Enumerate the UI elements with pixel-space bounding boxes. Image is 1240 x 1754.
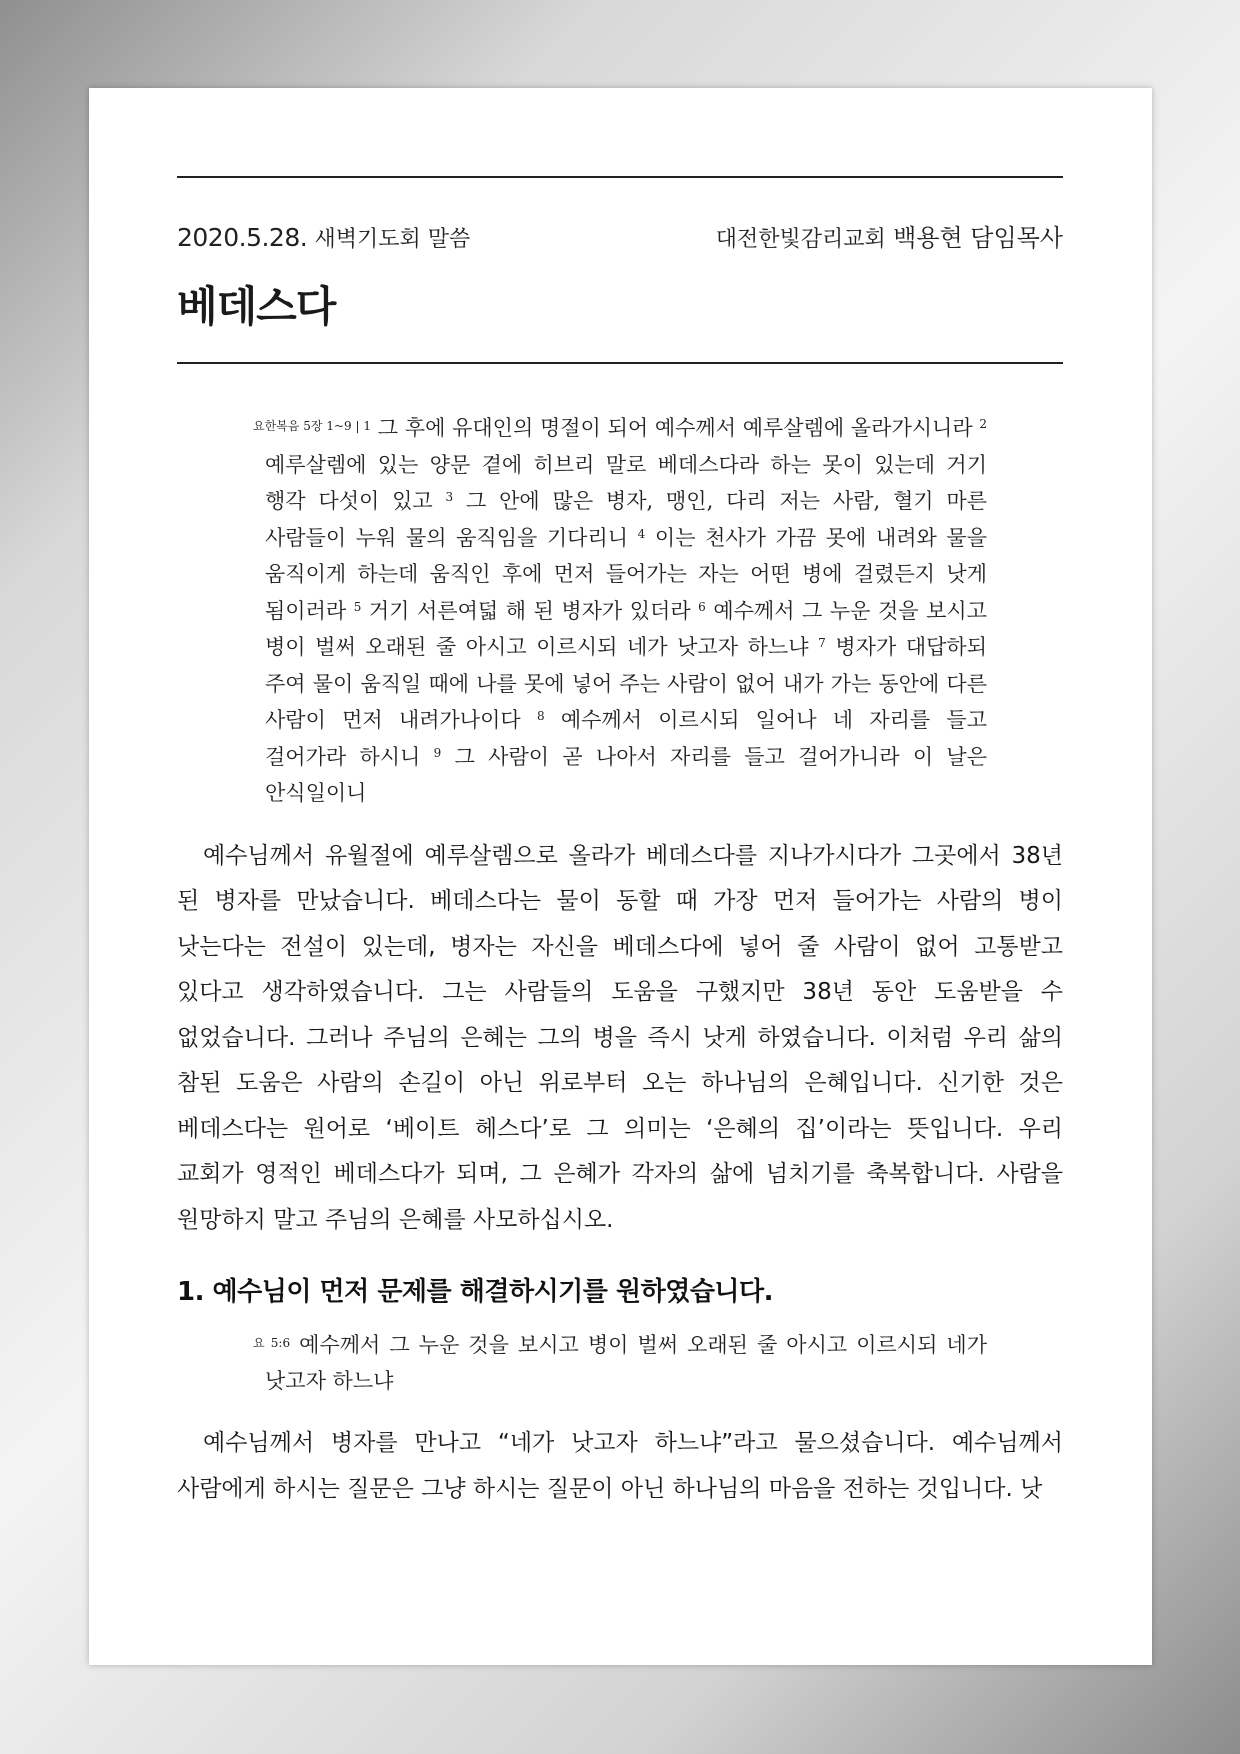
body-paragraph-1: 예수님께서 유월절에 예루살렘으로 올라가 베데스다를 지나가시다가 그곳에서 38년 된 병자를 만났습니다. 베데스다는 물이 동할 때 가장 먼저 들어가는 사람의 병이 낫는다는 전설이 있는데, 병자는 자신을 베데스다에 넣어 줄 사람이 없어 고통받고 있다고 생각하였습니다. 그는 사람들의 도움을 구했지만 38년 동안 도움받을 수 없었습니다. 그러나 주님의 은혜는 그의 병을 즉시 낫게 하였습니다. 이처럼 우리 삶의 참된 도움은 사람의 손길이 아닌 위로부터 오는 하나님의 은혜입니다. 신기한 것은 베데스다는 원어로 ‘베이트 헤스다’로 그 의미는 ‘은혜의 집’이라는 뜻입니다. 우리 교회가 영적인 베데스다가 되며, 그 은혜가 각자의 삶에 넘치기를 축복합니다. 사람을 원망하지 말고 주님의 은혜를 사모하십시오. bbox=[177, 842, 1063, 1233]
scripture-reference: 요한복음 5장 1~9 | 1 bbox=[253, 419, 372, 433]
verse-2: 예루살렘에 있는 양문 곁에 히브리 말로 베데스다라 하는 못이 있는데 거기 행각 다섯이 있고 bbox=[265, 452, 987, 513]
verse-number-5: 5 bbox=[353, 599, 362, 614]
pastor-name: 백용현 담임목사 bbox=[893, 224, 1063, 252]
verse-4: 이는 천사가 가끔 못에 내려와 물을 움직이게 하는데 움직인 후에 먼저 들어가는 자는 어떤 병에 걸렸든지 낫게 됨이러라 bbox=[265, 525, 987, 623]
title-rule bbox=[177, 362, 1063, 364]
top-rule bbox=[177, 176, 1063, 178]
verse-9: 그 사람이 곧 나아서 자리를 들고 걸어가니라 이 날은 안식일이니 bbox=[265, 744, 987, 805]
section-scripture bbox=[253, 1325, 987, 1399]
verse-8: 예수께서 이르시되 일어나 네 자리를 들고 걸어가라 하시니 bbox=[265, 708, 987, 769]
section-scripture-verse: 예수께서 그 누운 것을 보시고 병이 벌써 오래된 줄 아시고 이르시되 네가 낫고자 하느냐 bbox=[265, 1333, 987, 1393]
document-page bbox=[89, 88, 1152, 1665]
verse-number-4: 4 bbox=[637, 526, 646, 541]
sermon-date: 2020.5.28. bbox=[177, 223, 308, 252]
verse-number-7: 7 bbox=[818, 636, 826, 650]
sermon-header bbox=[177, 218, 1063, 252]
preacher-line bbox=[716, 218, 1063, 253]
sermon-date-line bbox=[177, 222, 470, 253]
verse-number-9: 9 bbox=[433, 745, 442, 760]
verse-number-8: 8 bbox=[536, 709, 545, 723]
section-scripture-reference: 요 5:6 bbox=[253, 1336, 291, 1350]
scripture-passage bbox=[253, 408, 987, 812]
verse-number-3: 3 bbox=[445, 490, 454, 504]
verse-number-6: 6 bbox=[698, 599, 706, 614]
verse-number-2: 2 bbox=[979, 417, 987, 431]
verse-7: 병자가 대답하되 주여 물이 움직일 때에 나를 못에 넣어 주는 사람이 없어 내가 가는 동안에 다른 사람이 먼저 내려가나이다 bbox=[265, 635, 987, 732]
body-paragraph-2: 예수님께서 병자를 만나고 “네가 낫고자 하느냐”라고 물으셨습니다. 예수님께서 사람에게 하시는 질문은 그냥 하시는 질문이 아닌 하나님의 마음을 전하는 것입니다. 낫 bbox=[177, 1430, 1063, 1502]
verse-5: 거기 서른여덟 해 된 병자가 있더라 bbox=[368, 598, 691, 623]
verse-6: 예수께서 그 누운 것을 보시고 병이 벌써 오래된 줄 아시고 이르시되 네가 낫고자 하느냐 bbox=[265, 598, 987, 659]
church-name: 대전한빛감리교회 bbox=[715, 227, 886, 252]
verse-1: 그 후에 유대인의 명절이 되어 예수께서 예루살렘에 올라가시니라 bbox=[377, 416, 973, 440]
verse-3: 그 안에 많은 병자, 맹인, 다리 저는 사람, 혈기 마른 사람들이 누워 물의 움직임을 기다리니 bbox=[265, 489, 987, 550]
service-name: 새벽기도회 말씀 bbox=[314, 227, 471, 252]
sermon-title: 베데스다 bbox=[177, 282, 336, 331]
page-content bbox=[177, 176, 1063, 1512]
section-heading-1: 1. 예수님이 먼저 문제를 해결하시기를 원하였습니다. bbox=[177, 1277, 774, 1307]
